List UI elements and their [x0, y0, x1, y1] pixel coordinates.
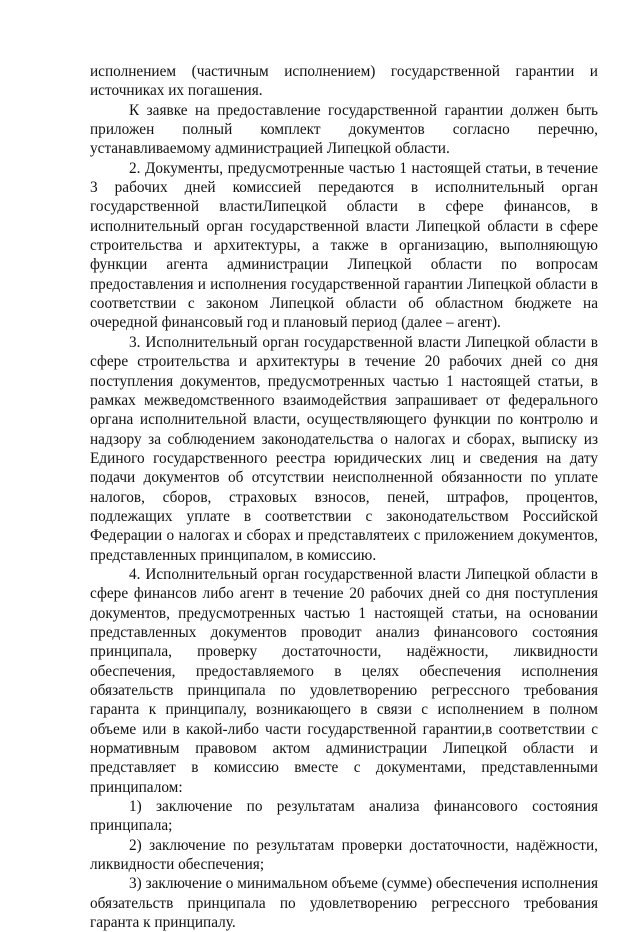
- document-body: [90, 62, 598, 932]
- paragraph-part-2: 2. Документы, предусмотренные частью 1 настоящей статьи, в течение 3 рабочих дней комиссией передаются в исполнительный орган государственной властиЛипецкой области в сфере финансов, в исполнительный орган государственной власти Липецкой области в сфере строительства и архитектуры, а также в организацию, выполняющую функции агента администрации Липецкой области по вопросам предоставления и исполнения государственной гарантии Липецкой области в соответствии с законом Липецкой области об областном бюджете на очередной финансовый год и плановый период (далее – агент).: [90, 159, 598, 332]
- list-item-2: 2) заключение по результатам проверки достаточности, надёжности, ликвидности обеспечения;: [90, 836, 598, 874]
- paragraph-application-documents: К заявке на предоставление государственной гарантии должен быть приложен полный комплект документов согласно перечню, устанавливаемому администрацией Липецкой области.: [90, 101, 598, 158]
- list-item-1: 1) заключение по результатам анализа финансового состояния принципала;: [90, 798, 598, 835]
- paragraph-continuation: исполнением (частичным исполнением) государственной гарантии и источниках их погашения.: [90, 63, 598, 100]
- list-item-3: 3) заключение о минимальном объеме (сумме) обеспечения исполнения обязательств принципала по удовлетворению регрессного требования гаранта к принципалу.: [90, 875, 599, 932]
- paragraph-part-4: 4. Исполнительный орган государственной власти Липецкой области в сфере финансов либо агент в течение 20 рабочих дней со дня поступления документов, предусмотренных частью 1 настоящей статьи, на основании представленных документов проводит анализ финансового состояния принципала, проверку достаточности, надёжности, ликвидности обеспечения, предоставляемого в целях обеспечения исполнения обязательств принципала по удовлетворению регрессного требования гаранта к принципалу, возникающего в связи с исполнением в полном объеме или в какой-либо части государственной гарантии,в соответствии с нормативным правовом актом администрации Липецкой области и представляет в комиссию вместе с документами, представленными принципалом:: [90, 565, 598, 796]
- paragraph-part-3: 3. Исполнительный орган государственной власти Липецкой области в сфере строительства и архитектуры в течение 20 рабочих дней со дня поступления документов, предусмотренных частью 1 настоящей статьи, в рамках межведомственного взаимодействия запрашивает от федерального органа исполнительной власти, осуществляющего функции по контролю и надзору за соблюдением законодательства о налогах и сборах, выписку из Единого государственного реестра юридических лиц и сведения на дату подачи документов об отсутствии неисполненной обязанности по уплате налогов, сборов, страховых взносов, пеней, штрафов, процентов, подлежащих уплате в соответствии с законодательством Российской Федерации о налогах и сборах и представлятеих с приложением документов, представленных принципалом, в комиссию.: [90, 333, 598, 564]
